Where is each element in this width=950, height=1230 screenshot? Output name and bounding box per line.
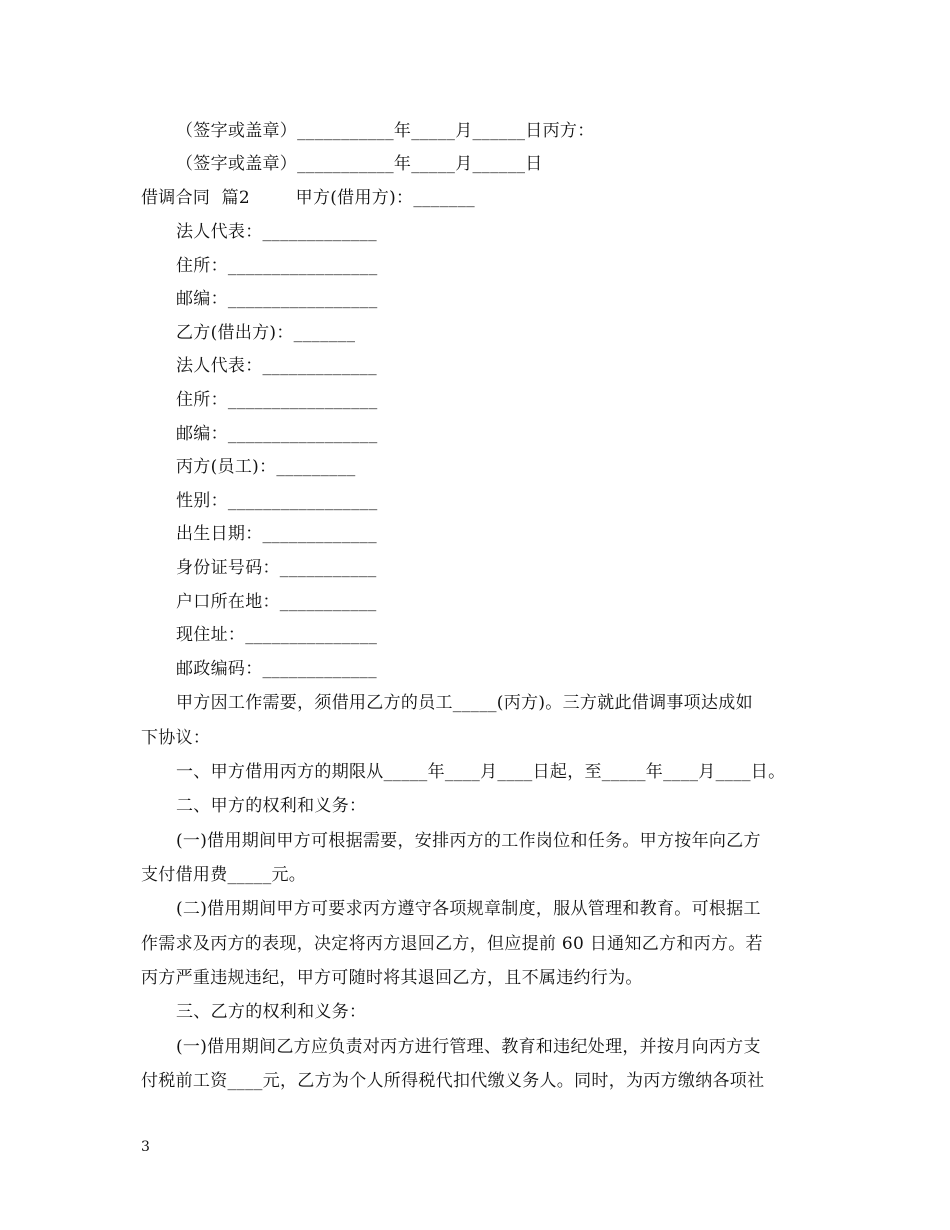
clause-2-2-line-3: 丙方严重违规违纪，甲方可随时将其退回乙方，且不属违约行为。 <box>141 968 643 988</box>
party-a-address: 住所：_________________ <box>176 256 378 276</box>
clause-2-heading: 二、甲方的权利和义务： <box>176 796 367 816</box>
clause-2-1-line-2: 支付借用费_____元。 <box>141 865 307 885</box>
signature-line-2: （签字或盖章）___________年_____月______日 <box>176 154 543 174</box>
party-b-postcode: 邮编：_________________ <box>176 424 378 444</box>
party-c-current-address: 现住址：_______________ <box>176 625 378 645</box>
agreement-intro-line-1: 甲方因工作需要，须借用乙方的员工_____(丙方)。三方就此借调事项达成如 <box>176 693 753 713</box>
party-a-legal-rep: 法人代表：_____________ <box>176 222 377 242</box>
clause-2-2-line-1: (二)借用期间甲方可要求丙方遵守各项规章制度，服从管理和教育。可根据工 <box>176 899 761 919</box>
party-b-title: 乙方(借出方)：_______ <box>176 323 356 343</box>
party-b-address: 住所：_________________ <box>176 390 378 410</box>
clause-2-1-line-1: (一)借用期间甲方可根据需要，安排丙方的工作岗位和任务。甲方按年向乙方 <box>176 831 761 851</box>
page-number: 3 <box>141 1139 150 1155</box>
agreement-intro-line-2: 下协议： <box>141 728 211 748</box>
clause-2-2-line-2: 作需求及丙方的表现，决定将丙方退回乙方，但应提前 60 日通知乙方和丙方。若 <box>141 934 763 954</box>
contract-heading: 借调合同 篇2 甲方(借用方)：_______ <box>141 188 475 208</box>
party-c-postal-code: 邮政编码：_____________ <box>176 659 377 679</box>
party-c-id-number: 身份证号码：___________ <box>176 558 377 578</box>
party-b-legal-rep: 法人代表：_____________ <box>176 356 377 376</box>
clause-1-term: 一、甲方借用丙方的期限从_____年____月____日起，至_____年____月____日。 <box>176 762 786 782</box>
signature-line-1: （签字或盖章）___________年_____月______日丙方： <box>176 121 595 141</box>
party-c-gender: 性别：_________________ <box>176 491 378 511</box>
party-c-household-registration: 户口所在地：___________ <box>176 592 377 612</box>
party-a-postcode: 邮编：_________________ <box>176 289 378 309</box>
party-c-birthdate: 出生日期：_____________ <box>176 524 377 544</box>
clause-3-heading: 三、乙方的权利和义务： <box>176 1002 367 1022</box>
clause-3-1-line-1: (一)借用期间乙方应负责对丙方进行管理、教育和违纪处理，并按月向丙方支 <box>176 1037 761 1057</box>
clause-3-1-line-2: 付税前工资____元，乙方为个人所得税代扣代缴义务人。同时，为丙方缴纳各项社 <box>141 1071 765 1091</box>
party-c-title: 丙方(员工)：_________ <box>176 457 356 477</box>
